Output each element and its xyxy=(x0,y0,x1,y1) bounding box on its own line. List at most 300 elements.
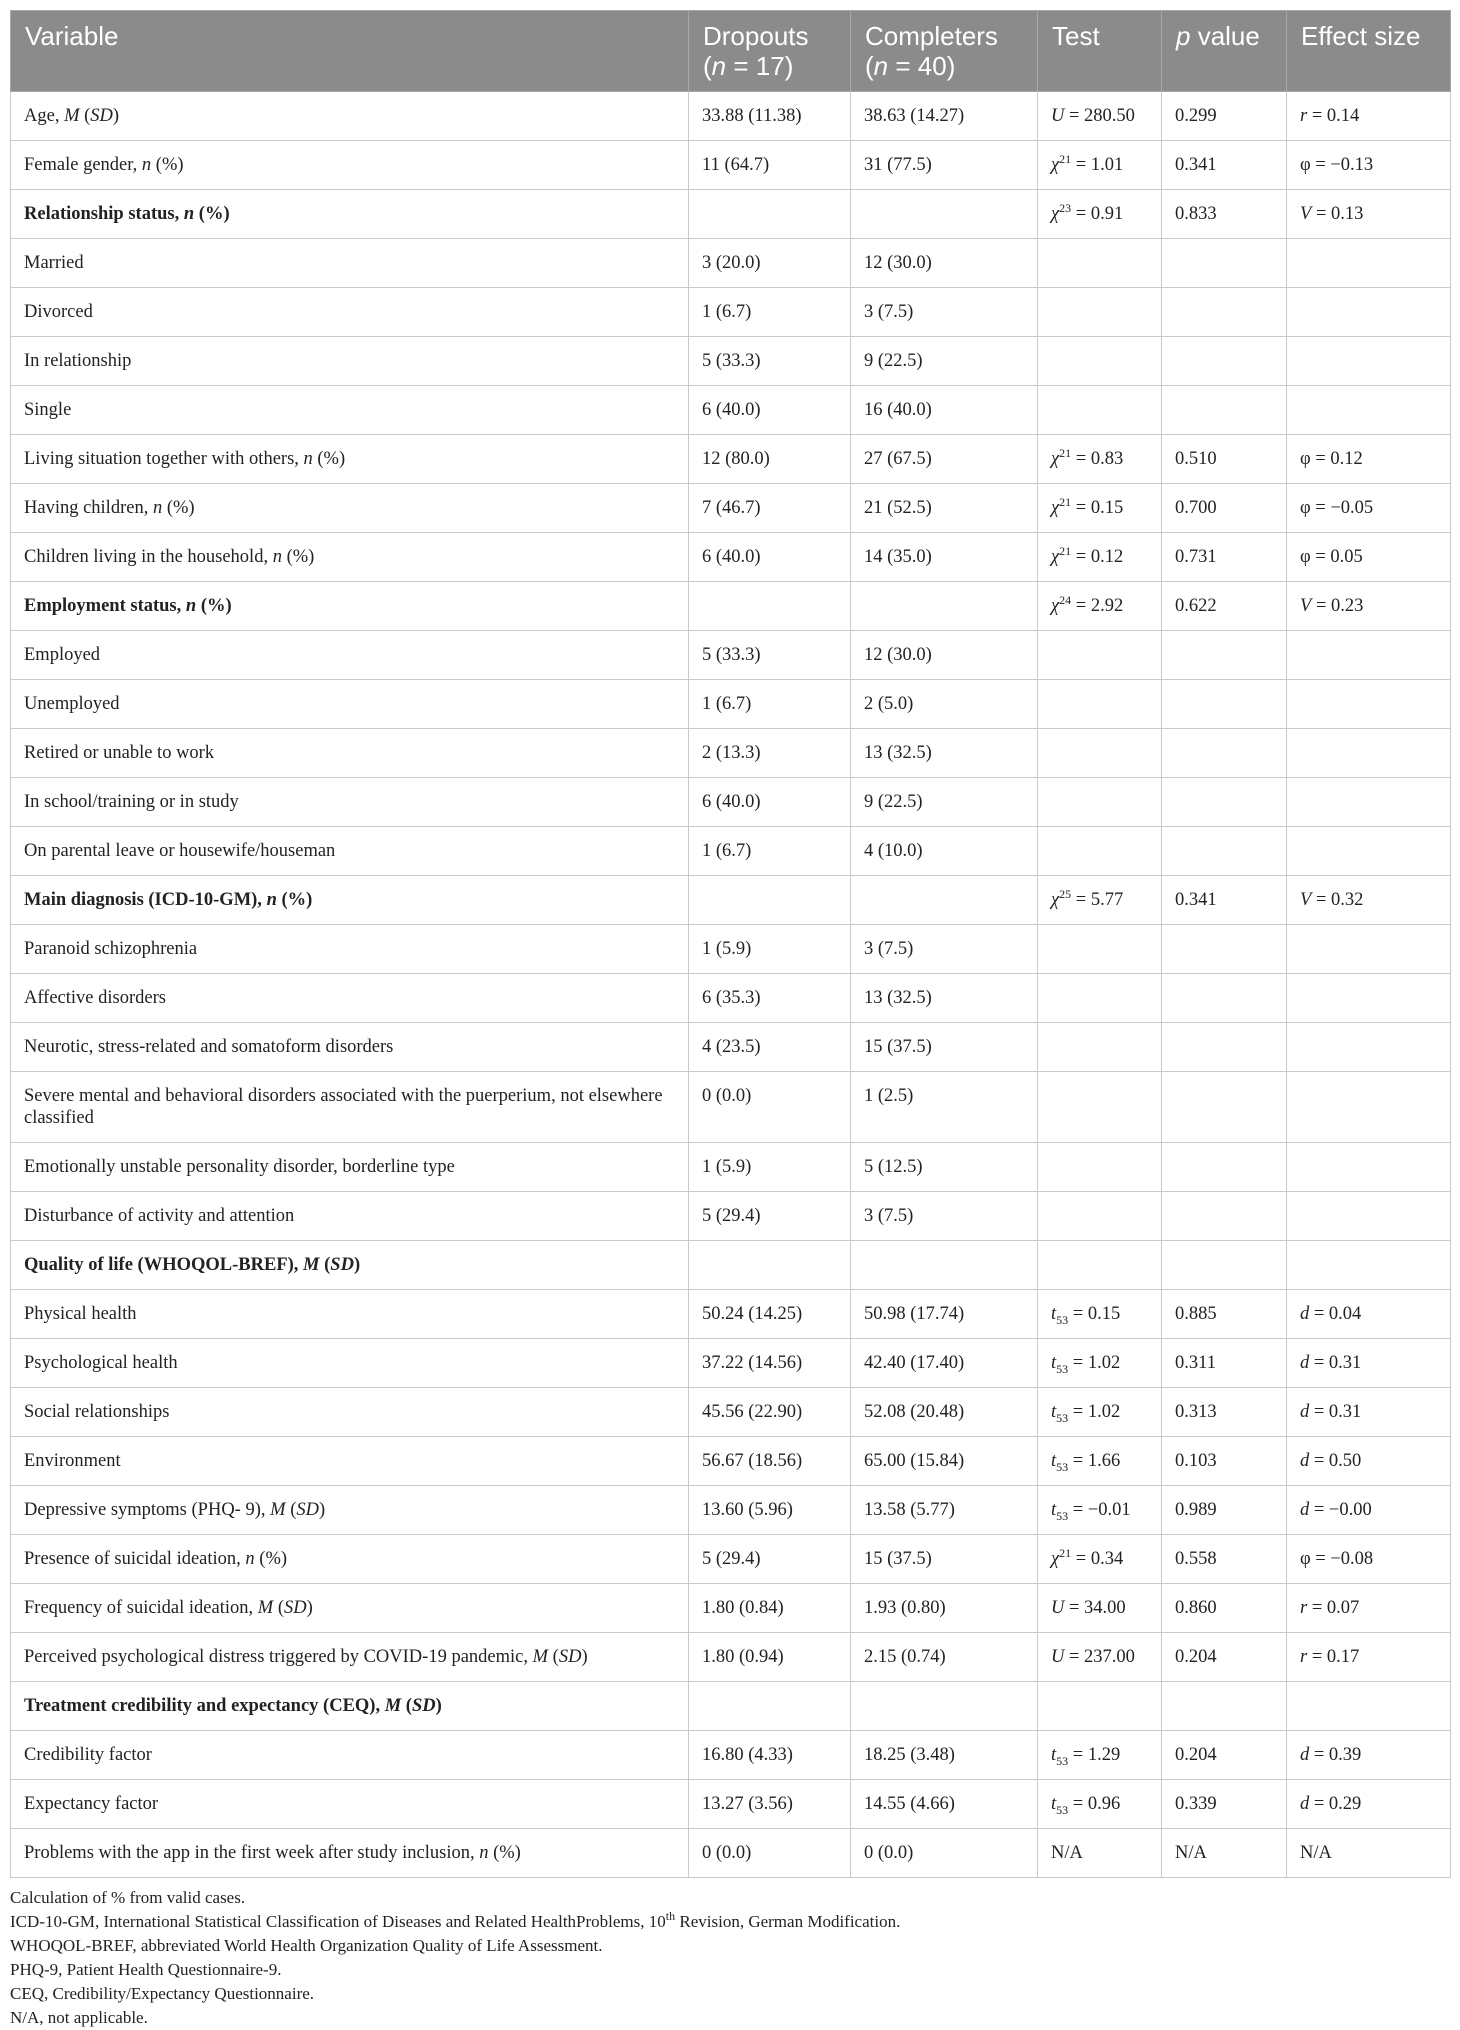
table-row xyxy=(11,484,1451,533)
variable-stat: SD xyxy=(296,1500,319,1520)
cell-effect-size xyxy=(1287,1192,1451,1241)
cell-variable xyxy=(11,1192,689,1241)
variable-text: Environment xyxy=(24,1451,121,1471)
variable-text: Neurotic, stress-related and somatoform disorders xyxy=(24,1037,394,1057)
cell-variable xyxy=(11,1072,689,1143)
cell-test xyxy=(1038,680,1162,729)
table-row xyxy=(11,1388,1451,1437)
cell-p-value xyxy=(1162,1486,1287,1535)
cell-p-value xyxy=(1162,729,1287,778)
table-row xyxy=(11,631,1451,680)
table-row xyxy=(11,1780,1451,1829)
p-value: 0.860 xyxy=(1175,1598,1217,1618)
p-value: 0.339 xyxy=(1175,1794,1217,1814)
test-subscript: 53 xyxy=(1056,1411,1069,1425)
variable-text: ) xyxy=(353,1255,361,1275)
cell-test xyxy=(1038,925,1162,974)
variable-text: ( xyxy=(401,1696,412,1716)
test-superscript: 21 xyxy=(1059,152,1072,166)
table-row xyxy=(11,386,1451,435)
dropouts-value: 1 (6.7) xyxy=(702,302,752,322)
cell-completers xyxy=(851,1339,1038,1388)
variable-text: Employed xyxy=(24,645,101,665)
dropouts-value: 6 (40.0) xyxy=(702,547,761,567)
test-value: N/A xyxy=(1051,1843,1083,1863)
cell-effect-size xyxy=(1287,582,1451,631)
completers-value: 27 (67.5) xyxy=(864,449,932,469)
test-symbol: U xyxy=(1051,106,1065,126)
variable-text: Single xyxy=(24,400,72,420)
cell-dropouts xyxy=(689,1388,851,1437)
dropouts-value: 45.56 (22.90) xyxy=(702,1402,803,1422)
variable-stat: SD xyxy=(411,1696,436,1716)
variable-text: ) xyxy=(112,106,120,126)
variable-text: (%) xyxy=(194,204,230,224)
table-row xyxy=(11,288,1451,337)
footnote-ceq: CEQ, Credibility/Expectancy Questionnaire. xyxy=(10,1984,315,2003)
variable-stat: n xyxy=(183,204,195,224)
cell-p-value xyxy=(1162,190,1287,239)
table-row xyxy=(11,1633,1451,1682)
dropouts-value: 37.22 (14.56) xyxy=(702,1353,803,1373)
cell-dropouts xyxy=(689,1437,851,1486)
cell-completers xyxy=(851,435,1038,484)
cell-effect-size xyxy=(1287,533,1451,582)
variable-text: ( xyxy=(273,1598,284,1618)
dropouts-value: 5 (29.4) xyxy=(702,1549,761,1569)
variable-text: (%) xyxy=(276,890,313,910)
p-value: 0.299 xyxy=(1175,106,1217,126)
cell-completers xyxy=(851,1780,1038,1829)
variable-text: Expectancy factor xyxy=(24,1794,159,1814)
cell-test xyxy=(1038,1437,1162,1486)
table-row xyxy=(11,1290,1451,1339)
test-subscript: 53 xyxy=(1056,1313,1069,1327)
cell-completers xyxy=(851,1241,1038,1290)
p-value: 0.311 xyxy=(1175,1353,1216,1373)
footnote-calculation: Calculation of % from valid cases. xyxy=(10,1888,246,1907)
variable-text: Frequency of suicidal ideation, xyxy=(24,1598,258,1618)
cell-p-value xyxy=(1162,337,1287,386)
variable-text: ) xyxy=(581,1647,588,1667)
p-value: 0.341 xyxy=(1175,890,1217,910)
cell-completers xyxy=(851,1535,1038,1584)
cell-completers xyxy=(851,1023,1038,1072)
cell-effect-size xyxy=(1287,1682,1451,1731)
dropouts-value: 4 (23.5) xyxy=(702,1037,761,1057)
cell-test xyxy=(1038,386,1162,435)
cell-variable xyxy=(11,1486,689,1535)
cell-test xyxy=(1038,1780,1162,1829)
cell-test xyxy=(1038,1143,1162,1192)
cell-dropouts xyxy=(689,141,851,190)
cell-effect-size xyxy=(1287,1780,1451,1829)
cell-p-value xyxy=(1162,141,1287,190)
cell-completers xyxy=(851,827,1038,876)
cell-variable xyxy=(11,1829,689,1878)
variable-stat: n xyxy=(245,1549,255,1569)
cell-test xyxy=(1038,533,1162,582)
cell-effect-size xyxy=(1287,1241,1451,1290)
test-symbol: χ xyxy=(1051,596,1060,616)
variable-text: Retired or unable to work xyxy=(24,743,215,763)
cell-dropouts xyxy=(689,1192,851,1241)
cell-p-value xyxy=(1162,1241,1287,1290)
dropouts-value: 2 (13.3) xyxy=(702,743,761,763)
variable-text: ( xyxy=(79,106,91,126)
dropouts-value: 6 (40.0) xyxy=(702,400,761,420)
cell-completers xyxy=(851,1072,1038,1143)
table-row xyxy=(11,1829,1451,1878)
variable-stat: n xyxy=(141,155,152,175)
variable-text: (%) xyxy=(254,1549,288,1569)
test-superscript: 24 xyxy=(1059,593,1072,607)
cell-dropouts xyxy=(689,533,851,582)
effect-value: = 0.13 xyxy=(1311,204,1364,224)
cell-p-value xyxy=(1162,484,1287,533)
dropouts-value: 33.88 (11.38) xyxy=(702,106,802,126)
dropouts-value: 7 (46.7) xyxy=(702,498,761,518)
cell-variable xyxy=(11,1023,689,1072)
effect-symbol: r xyxy=(1300,1647,1308,1667)
variable-text: Perceived psychological distress triggered by COVID-19 pandemic, xyxy=(24,1647,533,1667)
test-superscript: 21 xyxy=(1059,544,1072,558)
cell-completers xyxy=(851,484,1038,533)
p-value: 0.510 xyxy=(1175,449,1217,469)
table-row xyxy=(11,1731,1451,1780)
variable-text: Children living in the household, xyxy=(24,547,273,567)
cell-p-value xyxy=(1162,1388,1287,1437)
effect-value: φ = 0.12 xyxy=(1300,449,1363,469)
completers-value: 16 (40.0) xyxy=(864,400,932,420)
cell-p-value xyxy=(1162,1633,1287,1682)
variable-text: Severe mental and behavioral disorders associated with the puerperium, not elsewhere classified xyxy=(24,1086,663,1128)
cell-effect-size xyxy=(1287,386,1451,435)
variable-stat: M xyxy=(257,1598,274,1618)
test-symbol: t xyxy=(1051,1451,1057,1471)
test-value: = 237.00 xyxy=(1064,1647,1135,1667)
table-row xyxy=(11,1486,1451,1535)
cell-p-value xyxy=(1162,1290,1287,1339)
cell-p-value xyxy=(1162,288,1287,337)
completers-value: 14 (35.0) xyxy=(864,547,932,567)
variable-text: Physical health xyxy=(24,1304,137,1324)
cell-variable xyxy=(11,1388,689,1437)
variable-stat: n xyxy=(303,449,313,469)
cell-p-value xyxy=(1162,1780,1287,1829)
cell-dropouts xyxy=(689,1682,851,1731)
variable-stat: M xyxy=(64,106,80,126)
cell-dropouts xyxy=(689,1633,851,1682)
p-value: N/A xyxy=(1175,1843,1207,1863)
cell-test xyxy=(1038,435,1162,484)
table-row xyxy=(11,1682,1451,1731)
variable-text: Presence of suicidal ideation, xyxy=(24,1549,246,1569)
effect-value: = 0.32 xyxy=(1311,890,1364,910)
cell-effect-size xyxy=(1287,974,1451,1023)
p-value: 0.341 xyxy=(1175,155,1217,175)
completers-value: 4 (10.0) xyxy=(864,841,923,861)
variable-text: Emotionally unstable personality disorder, borderline type xyxy=(24,1157,455,1177)
dropouts-value: 6 (40.0) xyxy=(702,792,761,812)
table-row xyxy=(11,729,1451,778)
cell-p-value xyxy=(1162,1072,1287,1143)
cell-test xyxy=(1038,1633,1162,1682)
test-symbol: χ xyxy=(1051,498,1060,518)
variable-text: Problems with the app in the first week after study inclusion, xyxy=(24,1843,480,1863)
completers-value: 38.63 (14.27) xyxy=(864,106,965,126)
cell-variable xyxy=(11,484,689,533)
cell-variable xyxy=(11,533,689,582)
cell-p-value xyxy=(1162,778,1287,827)
cell-test xyxy=(1038,827,1162,876)
test-value: = 1.02 xyxy=(1068,1353,1121,1373)
cell-test xyxy=(1038,1241,1162,1290)
dropouts-value: 13.27 (3.56) xyxy=(702,1794,793,1814)
cell-effect-size xyxy=(1287,435,1451,484)
table-row xyxy=(11,435,1451,484)
table-row xyxy=(11,1241,1451,1290)
table-body xyxy=(11,92,1451,1878)
completers-value: 65.00 (15.84) xyxy=(864,1451,965,1471)
variable-text: Quality of life (WHOQOL-BREF), xyxy=(24,1255,304,1275)
variable-text: Having children, xyxy=(24,498,153,518)
effect-value: = 0.50 xyxy=(1309,1451,1362,1471)
cell-effect-size xyxy=(1287,337,1451,386)
cell-effect-size xyxy=(1287,141,1451,190)
variable-text: ) xyxy=(318,1500,326,1520)
variable-stat: M xyxy=(303,1255,320,1275)
cell-variable xyxy=(11,1437,689,1486)
completers-value: 15 (37.5) xyxy=(864,1549,932,1569)
variable-text: Depressive symptoms (PHQ- 9), xyxy=(24,1500,271,1520)
cell-test xyxy=(1038,141,1162,190)
cell-test xyxy=(1038,974,1162,1023)
variable-text: Treatment credibility and expectancy (CEQ), xyxy=(24,1696,385,1716)
table-row xyxy=(11,778,1451,827)
cell-completers xyxy=(851,1829,1038,1878)
test-value: = 0.34 xyxy=(1071,1549,1124,1569)
test-value: = 0.15 xyxy=(1068,1304,1121,1324)
completers-value: 1.93 (0.80) xyxy=(864,1598,946,1618)
cell-dropouts xyxy=(689,1486,851,1535)
p-value: 0.731 xyxy=(1175,547,1217,567)
dropouts-value: 1 (5.9) xyxy=(702,939,752,959)
test-value: = 0.91 xyxy=(1071,204,1124,224)
effect-value: = 0.39 xyxy=(1309,1745,1362,1765)
test-symbol: t xyxy=(1051,1353,1057,1373)
cell-p-value xyxy=(1162,386,1287,435)
cell-p-value xyxy=(1162,974,1287,1023)
test-symbol: t xyxy=(1051,1794,1057,1814)
cell-variable xyxy=(11,729,689,778)
dropouts-value: 56.67 (18.56) xyxy=(702,1451,803,1471)
variable-text: In school/training or in study xyxy=(24,792,239,812)
completers-value: 2.15 (0.74) xyxy=(864,1647,946,1667)
effect-value: = 0.04 xyxy=(1309,1304,1362,1324)
cell-variable xyxy=(11,1731,689,1780)
cell-p-value xyxy=(1162,533,1287,582)
test-value: = 2.92 xyxy=(1071,596,1124,616)
effect-value: = 0.07 xyxy=(1307,1598,1360,1618)
variable-stat: n xyxy=(272,547,282,567)
cell-p-value xyxy=(1162,435,1287,484)
cell-dropouts xyxy=(689,1290,851,1339)
variable-stat: M xyxy=(270,1500,286,1520)
cell-dropouts xyxy=(689,680,851,729)
cell-dropouts xyxy=(689,925,851,974)
cell-dropouts xyxy=(689,92,851,141)
dropouts-value: 13.60 (5.96) xyxy=(702,1500,793,1520)
cell-dropouts xyxy=(689,827,851,876)
table-row xyxy=(11,92,1451,141)
variable-text: On parental leave or housewife/houseman xyxy=(24,841,336,861)
test-symbol: χ xyxy=(1051,204,1060,224)
cell-effect-size xyxy=(1287,1339,1451,1388)
completers-value: 1 (2.5) xyxy=(864,1086,914,1106)
test-symbol: t xyxy=(1051,1500,1057,1520)
table-row xyxy=(11,582,1451,631)
cell-variable xyxy=(11,680,689,729)
variable-text: Disturbance of activity and attention xyxy=(24,1206,295,1226)
cell-variable xyxy=(11,92,689,141)
cell-p-value xyxy=(1162,1584,1287,1633)
dropouts-value: 1 (5.9) xyxy=(702,1157,752,1177)
footnote-phq: PHQ-9, Patient Health Questionnaire-9. xyxy=(10,1960,282,1979)
results-table xyxy=(10,10,1451,1878)
test-subscript: 53 xyxy=(1056,1509,1069,1523)
cell-effect-size xyxy=(1287,1829,1451,1878)
cell-dropouts xyxy=(689,1731,851,1780)
table-row xyxy=(11,827,1451,876)
cell-variable xyxy=(11,827,689,876)
cell-effect-size xyxy=(1287,288,1451,337)
test-value: = 0.83 xyxy=(1071,449,1124,469)
variable-text: (%) xyxy=(312,449,346,469)
p-value: 0.622 xyxy=(1175,596,1217,616)
effect-value: = 0.31 xyxy=(1309,1353,1362,1373)
effect-value: φ = −0.13 xyxy=(1300,155,1374,175)
cell-completers xyxy=(851,680,1038,729)
cell-effect-size xyxy=(1287,1290,1451,1339)
cell-dropouts xyxy=(689,239,851,288)
test-symbol: t xyxy=(1051,1304,1057,1324)
variable-text: ) xyxy=(306,1598,313,1618)
test-symbol: χ xyxy=(1051,1549,1060,1569)
cell-variable xyxy=(11,1241,689,1290)
variable-text: Main diagnosis (ICD-10-GM), xyxy=(24,890,267,910)
test-value: = 5.77 xyxy=(1071,890,1124,910)
variable-text: (%) xyxy=(162,498,195,518)
p-value: 0.833 xyxy=(1175,204,1217,224)
table-row xyxy=(11,876,1451,925)
effect-symbol: d xyxy=(1300,1402,1310,1422)
cell-completers xyxy=(851,92,1038,141)
p-value: 0.700 xyxy=(1175,498,1217,518)
cell-p-value xyxy=(1162,876,1287,925)
cell-p-value xyxy=(1162,239,1287,288)
variable-stat: M xyxy=(532,1647,549,1667)
cell-variable xyxy=(11,435,689,484)
cell-variable xyxy=(11,386,689,435)
cell-variable xyxy=(11,876,689,925)
dropouts-value: 1.80 (0.94) xyxy=(702,1647,784,1667)
dropouts-value: 11 (64.7) xyxy=(702,155,770,175)
cell-dropouts xyxy=(689,729,851,778)
variable-text: Credibility factor xyxy=(24,1745,152,1765)
cell-effect-size xyxy=(1287,484,1451,533)
cell-dropouts xyxy=(689,876,851,925)
completers-value: 13 (32.5) xyxy=(864,988,932,1008)
cell-test xyxy=(1038,92,1162,141)
effect-value: = 0.29 xyxy=(1309,1794,1362,1814)
cell-test xyxy=(1038,778,1162,827)
variable-text: (%) xyxy=(281,547,315,567)
cell-completers xyxy=(851,288,1038,337)
dropouts-value: 1 (6.7) xyxy=(702,694,752,714)
cell-p-value xyxy=(1162,1731,1287,1780)
cell-completers xyxy=(851,974,1038,1023)
cell-test xyxy=(1038,1023,1162,1072)
cell-variable xyxy=(11,1633,689,1682)
dropouts-value: 1.80 (0.84) xyxy=(702,1598,784,1618)
cell-effect-size xyxy=(1287,1143,1451,1192)
variable-text: Divorced xyxy=(24,302,93,322)
cell-completers xyxy=(851,876,1038,925)
effect-value: = 0.17 xyxy=(1307,1647,1360,1667)
p-value: 0.103 xyxy=(1175,1451,1217,1471)
completers-value: 12 (30.0) xyxy=(864,645,932,665)
cell-dropouts xyxy=(689,582,851,631)
cell-completers xyxy=(851,1486,1038,1535)
test-value: = 1.29 xyxy=(1068,1745,1121,1765)
cell-dropouts xyxy=(689,288,851,337)
effect-symbol: V xyxy=(1300,204,1312,224)
cell-completers xyxy=(851,778,1038,827)
completers-value: 15 (37.5) xyxy=(864,1037,932,1057)
cell-completers xyxy=(851,141,1038,190)
dropouts-value: 6 (35.3) xyxy=(702,988,761,1008)
variable-text: Social relationships xyxy=(24,1402,170,1422)
cell-dropouts xyxy=(689,1584,851,1633)
test-superscript: 25 xyxy=(1059,887,1072,901)
cell-variable xyxy=(11,1780,689,1829)
cell-completers xyxy=(851,1437,1038,1486)
test-value: = 1.66 xyxy=(1068,1451,1121,1471)
cell-effect-size xyxy=(1287,1731,1451,1780)
table-row xyxy=(11,190,1451,239)
cell-p-value xyxy=(1162,1437,1287,1486)
variable-text: (%) xyxy=(488,1843,521,1863)
cell-variable xyxy=(11,1682,689,1731)
dropouts-value: 5 (33.3) xyxy=(702,351,761,371)
cell-effect-size xyxy=(1287,1633,1451,1682)
cell-variable xyxy=(11,631,689,680)
completers-value: 42.40 (17.40) xyxy=(864,1353,965,1373)
header-dropouts: Dropouts (n = 17) xyxy=(689,11,851,92)
cell-effect-size xyxy=(1287,1437,1451,1486)
cell-completers xyxy=(851,1682,1038,1731)
effect-symbol: d xyxy=(1300,1451,1310,1471)
variable-text: Living situation together with others, xyxy=(24,449,304,469)
variable-stat: SD xyxy=(90,106,113,126)
variable-text: Unemployed xyxy=(24,694,120,714)
effect-symbol: V xyxy=(1300,890,1312,910)
cell-effect-size xyxy=(1287,190,1451,239)
variable-text: Female gender, xyxy=(24,155,142,175)
variable-stat: SD xyxy=(283,1598,307,1618)
effect-symbol: r xyxy=(1300,1598,1308,1618)
